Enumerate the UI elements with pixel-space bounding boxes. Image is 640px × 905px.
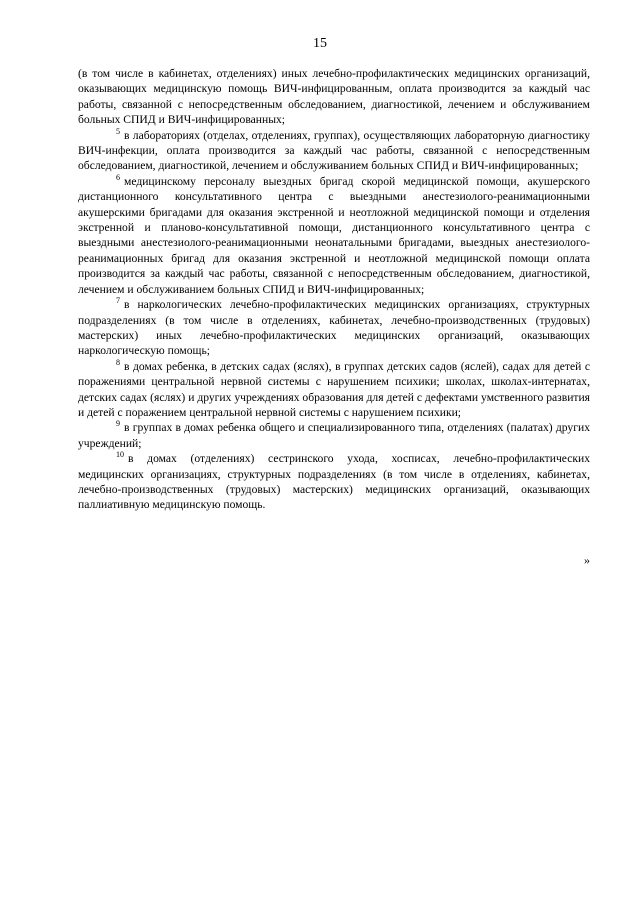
paragraph-item-8	[78, 359, 590, 421]
footnote-marker: 7	[116, 296, 120, 306]
footnote-marker: 10	[116, 450, 124, 460]
paragraph-text: медицинскому персоналу выездных бригад скорой медицинской помощи, акушерского дистанционного консультативного центра с выездными анестезиолого-реанимационными акушерскими бригадами для оказания экстренной и неотложной медицинской помощи и отделения экстренной и планово-консультативной помощи, дистанционного консультативного центра с выездными анестезиолого-реанимационными неонатальными бригадами, выездных анестезиолого-реанимационных бригад для оказания экстренной и неотложной медицинской помощи оплата производится за каждый час работы, связанной с непосредственным обследованием, диагностикой, лечением и обслуживанием больных СПИД и ВИЧ-инфицированных;	[78, 174, 590, 296]
paragraph-text: в домах ребенка, в детских садах (яслях), в группах детских садов (яслей), садах для детей с поражениями центральной нервной системы с нарушением психики; школах, школах-интернатах, детских садах (яслях) и других учреждениях образования для детей с дефектами умственного развития и детей с поражением центральной нервной системы с нарушением психики;	[78, 359, 590, 419]
paragraph-text: в лабораториях (отделах, отделениях, группах), осуществляющих лабораторную диагностику ВИЧ-инфекции, оплата производится за каждый час работы, связанной с непосредственным обследованием, диагностикой, лечением и обслуживанием больных СПИД и ВИЧ-инфицированных;	[78, 128, 590, 173]
document-body	[78, 66, 590, 513]
closing-quote-mark: »	[584, 553, 590, 567]
paragraph-text: в наркологических лечебно-профилактических медицинских организациях, структурных подразделениях (в том числе в отделениях, кабинетах, лечебно-производственных (трудовых) мастерских) иных лечебно-профилактических медицинских организаций, оказывающих наркологическую помощь;	[78, 298, 590, 358]
paragraph-item-5	[78, 128, 590, 174]
paragraph-text: в группах в домах ребенка общего и специализированного типа, отделениях (палатах) других учреждений;	[78, 421, 590, 450]
footnote-marker: 5	[116, 126, 120, 136]
footnote-marker: 8	[116, 357, 120, 367]
paragraph-item-10	[78, 451, 590, 513]
page-number: 15	[313, 36, 327, 51]
paragraph-item-6	[78, 174, 590, 297]
paragraph-item-9	[78, 420, 590, 451]
paragraph-text: (в том числе в кабинетах, отделениях) иных лечебно-профилактических медицинских организаций, оказывающих медицинскую помощь ВИЧ-инфицированным, оплата производится за каждый час работы, связанной с непосредственным обследованием, диагностикой, лечением и обслуживанием больных СПИД и ВИЧ-инфицированных;	[78, 67, 590, 127]
paragraph-item-7	[78, 297, 590, 359]
footnote-marker: 9	[116, 419, 120, 429]
footnote-marker: 6	[116, 172, 120, 182]
paragraph-text: в домах (отделениях) сестринского ухода, хосписах, лечебно-профилактических медицинских организациях, структурных подразделениях (в том числе в отделениях, кабинетах, лечебно-производственных (трудовых) мастерских) медицинских организаций, оказывающих паллиативную медицинскую помощь.	[78, 452, 590, 512]
paragraph-continuation	[78, 66, 590, 128]
